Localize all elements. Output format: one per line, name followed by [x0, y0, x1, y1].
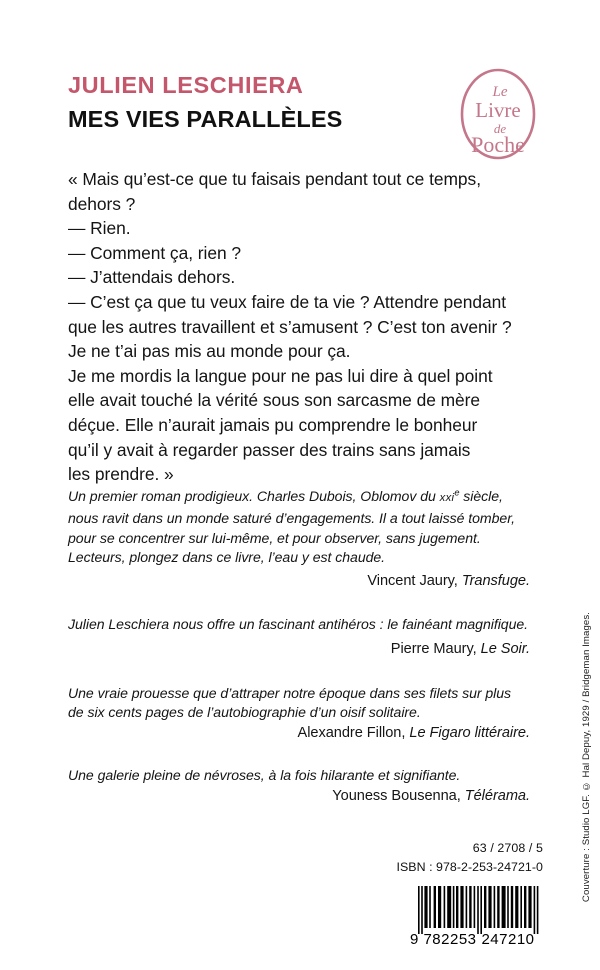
excerpt-line: que les autres travaillent et s’amusent ? C’est ton avenir ? [68, 316, 512, 337]
excerpt-line: — Comment ça, rien ? [68, 242, 241, 263]
review-critic-name: Vincent Jaury, [367, 573, 462, 590]
review-outlet-name: Transfuge. [461, 573, 530, 590]
excerpt-line: qu’il y avait à regarder passer des trains sans jamais [68, 439, 471, 460]
review-block [68, 615, 530, 660]
author-name: JULIEN LESCHIERA [68, 72, 304, 98]
excerpt-line: « Mais qu’est-ce que tu faisais pendant tout ce temps, [68, 169, 481, 189]
review-text-part-2: siècle, nous ravit dans un monde saturé d’engagements. Il a tout laissé tomber, pour se concentrer sur lui-même, et pour observer, sans jugement. Lecteurs, plongez dans ce livre, l’eau y est chaude. [68, 488, 515, 566]
review-critic-name: Alexandre Fillon, [297, 725, 410, 742]
publisher-logo [458, 68, 538, 160]
excerpt-line: elle avait touché la vérité sous son sarcasme de mère [68, 390, 481, 411]
excerpt-line: Je me mordis la langue pour ne pas lui dire à quel point [68, 365, 493, 386]
logo-line-livre: Livre [475, 98, 521, 122]
excerpt-line: dehors ? [68, 193, 136, 214]
logo-line-de: de [493, 121, 507, 136]
cover-credit-vertical: Couverture : Studio LGF. © Hal Depuy, 1929 / Bridgeman Images. [581, 611, 592, 902]
bottom-codes [396, 841, 543, 874]
review-text-part-1: Un premier roman prodigieux. Charles Dubois, Oblomov du [68, 488, 440, 504]
review-outlet-name: Le Figaro littéraire. [409, 725, 530, 742]
price-code: 63 / 2708 / 5 [472, 841, 543, 855]
excerpt-line: — C’est ça que tu veux faire de ta vie ? Attendre pendant [68, 291, 506, 312]
review-superscript: e [454, 487, 460, 498]
review-critic-name: Youness Bousenna, [332, 787, 465, 804]
excerpt-line: — Rien. [68, 218, 131, 239]
excerpt-line: les prendre. » [68, 464, 174, 485]
review-credit [68, 724, 530, 744]
review-text: Julien Leschiera nous offre un fascinant antihéros : le fainéant magnifique. [68, 615, 529, 632]
review-smallcaps: xxi [439, 492, 455, 504]
review-text: Une vraie prouesse que d’attraper notre époque dans ses filets sur plus de six cents pages de l’autobiographie d’un oisif solitaire. [68, 684, 512, 721]
book-excerpt [68, 167, 532, 487]
review-block [68, 684, 530, 744]
excerpt-line: — J’attendais dehors. [68, 267, 236, 288]
review-outlet-name: Télérama. [464, 787, 530, 804]
ean13-barcode [404, 884, 546, 946]
page-title: MES VIES PARALLÈLES [68, 105, 343, 132]
logo-line-poche: Poche [471, 132, 525, 157]
review-text: Une galerie pleine de névroses, à la fois hilarante et signifiante. [68, 766, 461, 783]
review-outlet-name: Le Soir. [480, 640, 530, 657]
press-reviews [68, 487, 530, 807]
review-text [68, 487, 530, 568]
review-block [68, 766, 530, 807]
barcode-group-1: 782253 [423, 931, 477, 946]
review-credit [68, 572, 530, 592]
isbn-text: ISBN : 978-2-253-24721-0 [396, 860, 543, 874]
review-critic-name: Pierre Maury, [390, 640, 481, 657]
excerpt-line: déçue. Elle n’aurait jamais pu comprendre le bonheur [68, 414, 478, 435]
review-credit [68, 787, 530, 807]
review-credit [68, 640, 530, 660]
barcode-group-2: 247210 [481, 931, 535, 946]
barcode-lead-digit: 9 [410, 931, 419, 946]
cover-header [68, 72, 448, 133]
excerpt-line: Je ne t’ai pas mis au monde pour ça. [68, 341, 351, 362]
review-block [68, 487, 530, 592]
logo-line-le: Le [492, 84, 508, 100]
